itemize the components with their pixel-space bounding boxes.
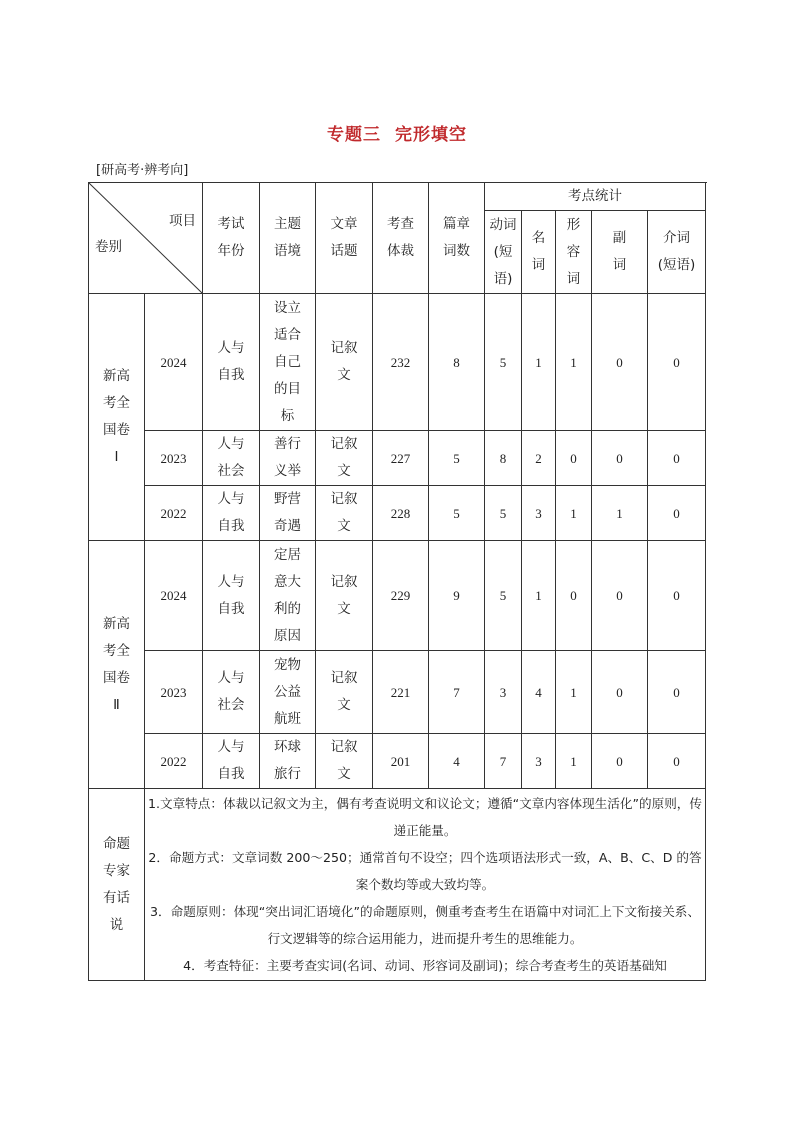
cell-adj: 1 [522, 541, 556, 651]
cell-noun: 8 [485, 431, 522, 486]
header-year: 考试 年份 [203, 183, 260, 294]
cell-year: 2022 [145, 734, 203, 789]
title-part2: 完形填空 [395, 125, 467, 145]
header-topic: 文章 话题 [316, 183, 373, 294]
cell-verb: 8 [429, 294, 485, 431]
cell-words: 228 [373, 486, 429, 541]
group-label: 新高 考全 国卷 Ⅱ [89, 541, 145, 789]
cell-verb: 5 [429, 431, 485, 486]
cell-topic: 环球 旅行 [260, 734, 316, 789]
header-adv: 副 词 [592, 211, 648, 294]
notes-label: 命题 专家 有话 说 [89, 789, 145, 981]
cell-words: 227 [373, 431, 429, 486]
cell-topic: 善行 义举 [260, 431, 316, 486]
cell-genre: 记叙 文 [316, 651, 373, 734]
cell-year: 2023 [145, 431, 203, 486]
cell-year: 2022 [145, 486, 203, 541]
header-genre: 考查 体裁 [373, 183, 429, 294]
note-item: 1.文章特点：体裁以记叙文为主，偶有考查说明文和议论文；遵循“文章内容体现生活化”的原则，传递正能量。 [147, 796, 702, 838]
cell-topic: 定居 意大 利的 原因 [260, 541, 316, 651]
cell-theme: 人与 社会 [203, 651, 260, 734]
cell-words: 221 [373, 651, 429, 734]
cell-adv: 1 [556, 294, 592, 431]
header-theme: 主题 语境 [260, 183, 316, 294]
cell-adv: 1 [556, 734, 592, 789]
cell-theme: 人与 自我 [203, 734, 260, 789]
cell-adj: 1 [522, 294, 556, 431]
cell-verb: 4 [429, 734, 485, 789]
cell-conj: 0 [648, 541, 706, 651]
cell-genre: 记叙 文 [316, 734, 373, 789]
cell-theme: 人与 自我 [203, 486, 260, 541]
corner-top-label: 项目 [169, 213, 196, 229]
note-item: 2．命题方式：文章词数 200～250；通常首句不设空；四个选项语法形式一致，A、B、C、D 的答案个数均等或大致均等。 [148, 850, 702, 892]
note-item: 4．考查特征：主要考查实词(名词、动词、形容词及副词)；综合考查考生的英语基础知 [183, 958, 667, 973]
cell-adj: 3 [522, 734, 556, 789]
header-adj: 形 容 词 [556, 211, 592, 294]
cell-genre: 记叙 文 [316, 294, 373, 431]
table-row [89, 431, 706, 486]
cell-prep: 0 [592, 294, 648, 431]
cell-conj: 0 [648, 294, 706, 431]
page-title [0, 120, 794, 145]
corner-header-cell [89, 183, 203, 294]
header-verb: 动词 (短语) [485, 211, 522, 294]
cell-adj: 4 [522, 651, 556, 734]
table-row [89, 541, 706, 651]
title-part1: 专题三 [327, 125, 381, 145]
cell-verb: 5 [429, 486, 485, 541]
cell-noun: 5 [485, 541, 522, 651]
cell-year: 2024 [145, 294, 203, 431]
cell-adv: 1 [556, 651, 592, 734]
cell-topic: 野营 奇遇 [260, 486, 316, 541]
cell-noun: 3 [485, 651, 522, 734]
cell-theme: 人与 社会 [203, 431, 260, 486]
cell-noun: 5 [485, 294, 522, 431]
header-words: 篇章 词数 [429, 183, 485, 294]
note-item: 3．命题原则：体现“突出词汇语境化”的命题原则，侧重考查考生在语篇中对词汇上下文衔接关系、行文逻辑等的综合运用能力，进而提升考生的思维能力。 [150, 904, 700, 946]
cell-theme: 人与 自我 [203, 541, 260, 651]
cell-noun: 7 [485, 734, 522, 789]
cell-verb: 9 [429, 541, 485, 651]
cell-topic: 宠物 公益 航班 [260, 651, 316, 734]
group-label: 新高 考全 国卷 Ⅰ [89, 294, 145, 541]
cell-adj: 2 [522, 431, 556, 486]
table-row [89, 651, 706, 734]
cell-genre: 记叙 文 [316, 431, 373, 486]
cell-adv: 1 [556, 486, 592, 541]
cell-words: 229 [373, 541, 429, 651]
corner-bottom-label: 卷别 [95, 239, 122, 255]
cell-conj: 0 [648, 486, 706, 541]
cell-verb: 7 [429, 651, 485, 734]
table-row [89, 486, 706, 541]
notes-content [145, 789, 706, 981]
cell-topic: 设立 适合 自己 的目 标 [260, 294, 316, 431]
exam-stats-table [88, 182, 706, 981]
cell-year: 2024 [145, 541, 203, 651]
cell-prep: 0 [592, 541, 648, 651]
cell-genre: 记叙 文 [316, 486, 373, 541]
cell-theme: 人与 自我 [203, 294, 260, 431]
cell-words: 201 [373, 734, 429, 789]
cell-noun: 5 [485, 486, 522, 541]
header-stats: 考点统计 [485, 183, 706, 211]
cell-adj: 3 [522, 486, 556, 541]
cell-prep: 0 [592, 734, 648, 789]
cell-prep: 0 [592, 651, 648, 734]
cell-adv: 0 [556, 431, 592, 486]
table-row [89, 734, 706, 789]
cell-conj: 0 [648, 651, 706, 734]
cell-conj: 0 [648, 734, 706, 789]
diagonal-line [89, 183, 202, 293]
notes-row [89, 789, 706, 981]
cell-genre: 记叙 文 [316, 541, 373, 651]
table-row [89, 294, 706, 431]
header-prep: 介词 (短语) [648, 211, 706, 294]
cell-conj: 0 [648, 431, 706, 486]
cell-prep: 1 [592, 486, 648, 541]
cell-year: 2023 [145, 651, 203, 734]
header-noun: 名 词 [522, 211, 556, 294]
cell-adv: 0 [556, 541, 592, 651]
cell-prep: 0 [592, 431, 648, 486]
section-label: [研高考·辨考向] [96, 163, 189, 178]
cell-words: 232 [373, 294, 429, 431]
